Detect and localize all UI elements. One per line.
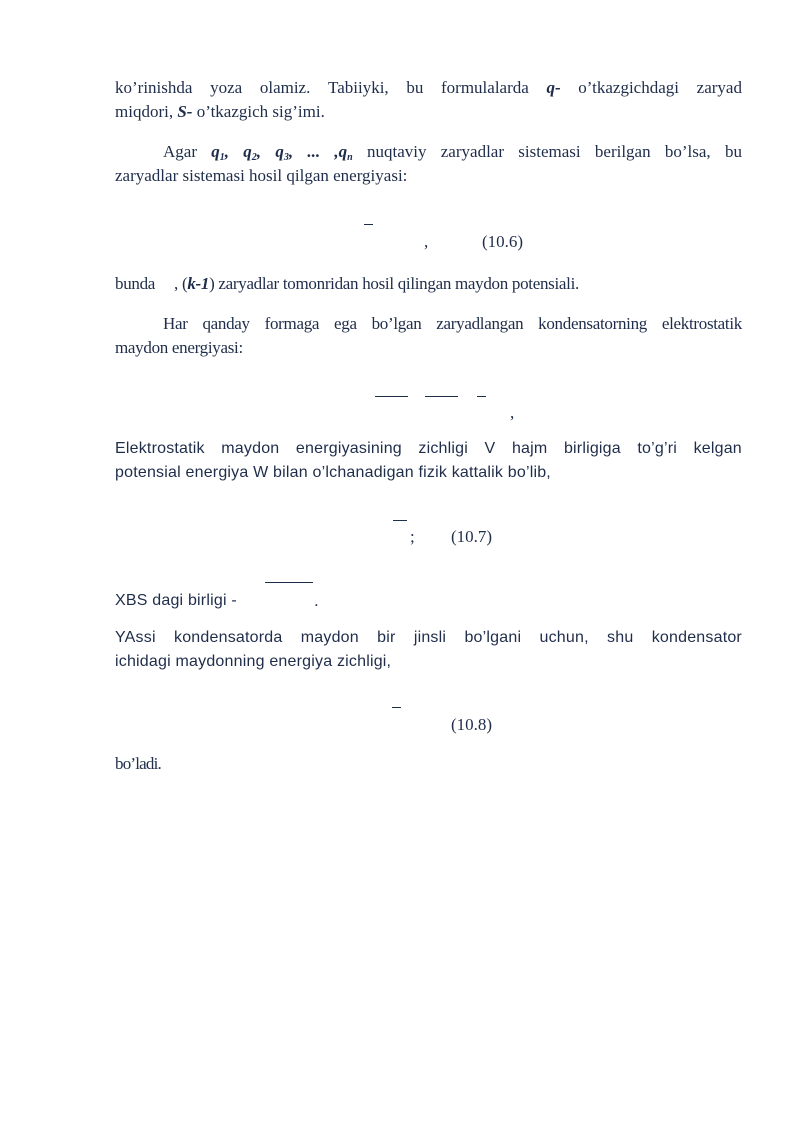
word: jinsli (413, 629, 447, 646)
word: bo’lgani (464, 629, 522, 646)
fraction-bar (425, 396, 458, 397)
word: Elektrostatik (115, 440, 205, 457)
paragraph-1-line-2 (115, 100, 742, 124)
word: berilgan (594, 142, 651, 161)
paragraph-5-line-1 (115, 626, 742, 650)
xbs-unit-line (115, 589, 742, 613)
word: bu (724, 142, 742, 161)
fraction-bar (477, 396, 486, 397)
equation-number-10-6: (10.6) (482, 232, 524, 251)
word: bu (406, 78, 424, 97)
symbol-s: S- (177, 102, 193, 121)
word: kondensatorda (174, 629, 283, 646)
charge-qn: $,q_n$ (334, 142, 353, 163)
text-fragment: o’tkazgich sig’imi. (192, 102, 325, 121)
charge-q1: $q_1$, (211, 142, 230, 163)
word: kondensatorning (538, 314, 647, 333)
equation-comma: , (510, 403, 515, 422)
word: uchun, (539, 629, 589, 646)
word: sistemasi (518, 142, 581, 161)
word: YAssi (115, 629, 156, 646)
charge-q3: $q_3$, (275, 142, 294, 163)
equation-comma: , (424, 232, 429, 251)
word: V (484, 440, 496, 457)
word: zaryadlar (440, 142, 504, 161)
word: zaryad (696, 78, 742, 97)
word: Tabiiyki, (328, 78, 389, 97)
word: nuqtaviy (366, 142, 427, 161)
paragraph-4-line-2: potensial energiya W bilan o’lchanadigan fizik kattalik bo’lib, (115, 464, 551, 481)
word: Har (163, 314, 188, 333)
word: ko’rinishda (115, 78, 193, 97)
paragraph-1-line-1 (115, 76, 742, 100)
paragraph-5-line-2: ichidagi maydonning energiya zichligi, (115, 653, 392, 670)
symbol-q: q- (546, 78, 561, 97)
word: elektrostatik (661, 314, 742, 333)
word: o’tkazgichdagi (578, 78, 679, 97)
word: zaryadlangan (436, 314, 524, 333)
bunda-line (115, 272, 742, 296)
text-fragment: XBS dagi birligi - (115, 592, 237, 609)
closing-word: bo’ladi. (115, 754, 162, 773)
xbs-period: . (314, 591, 319, 610)
text-fragment: ) zaryadlar tomonridan hosil qilingan maydon potensiali. (209, 274, 579, 293)
word: hajm (511, 440, 548, 457)
word: energiyasining (295, 440, 402, 457)
text-fragment: miqdori, (115, 102, 178, 121)
word: qanday (202, 314, 250, 333)
word: Agar (163, 142, 197, 161)
word: kondensator (651, 629, 742, 646)
word: birligiga (563, 440, 621, 457)
fraction-bar (375, 396, 408, 397)
fraction-bar (393, 520, 407, 521)
word: bir (377, 629, 396, 646)
fraction-bar (364, 224, 373, 225)
word: to’g’ri (637, 440, 678, 457)
paragraph-3-line-2: maydon energiyasi: (115, 338, 243, 357)
symbol-k-1: k-1 (187, 274, 210, 293)
word: bunda (115, 274, 156, 293)
word: bo’lsa, (664, 142, 711, 161)
word: zichligi (418, 440, 469, 457)
text-fragment: , ( (174, 274, 188, 293)
paragraph-3-line-1 (163, 312, 742, 336)
equation-number-10-7: (10.7) (451, 527, 493, 546)
word: olamiz. (259, 78, 311, 97)
word: formaga (264, 314, 320, 333)
word: shu (607, 629, 634, 646)
paragraph-2-line-2: zaryadlar sistemasi hosil qilgan energiyasi: (115, 166, 408, 185)
fraction-bar (392, 707, 401, 708)
word: maydon (300, 629, 359, 646)
paragraph-4-line-1 (115, 437, 742, 461)
charge-q2: $q_2$, (243, 142, 262, 163)
word: formulalarda (441, 78, 529, 97)
word: bo’lgan (371, 314, 422, 333)
word: ega (334, 314, 357, 333)
word: maydon (221, 440, 280, 457)
equation-semicolon: ; (410, 527, 415, 546)
word: yoza (210, 78, 243, 97)
ellipsis: ... (307, 142, 321, 161)
equation-number-10-8: (10.8) (451, 715, 493, 734)
unit-fraction-bar (265, 582, 313, 583)
word: kelgan (693, 440, 742, 457)
